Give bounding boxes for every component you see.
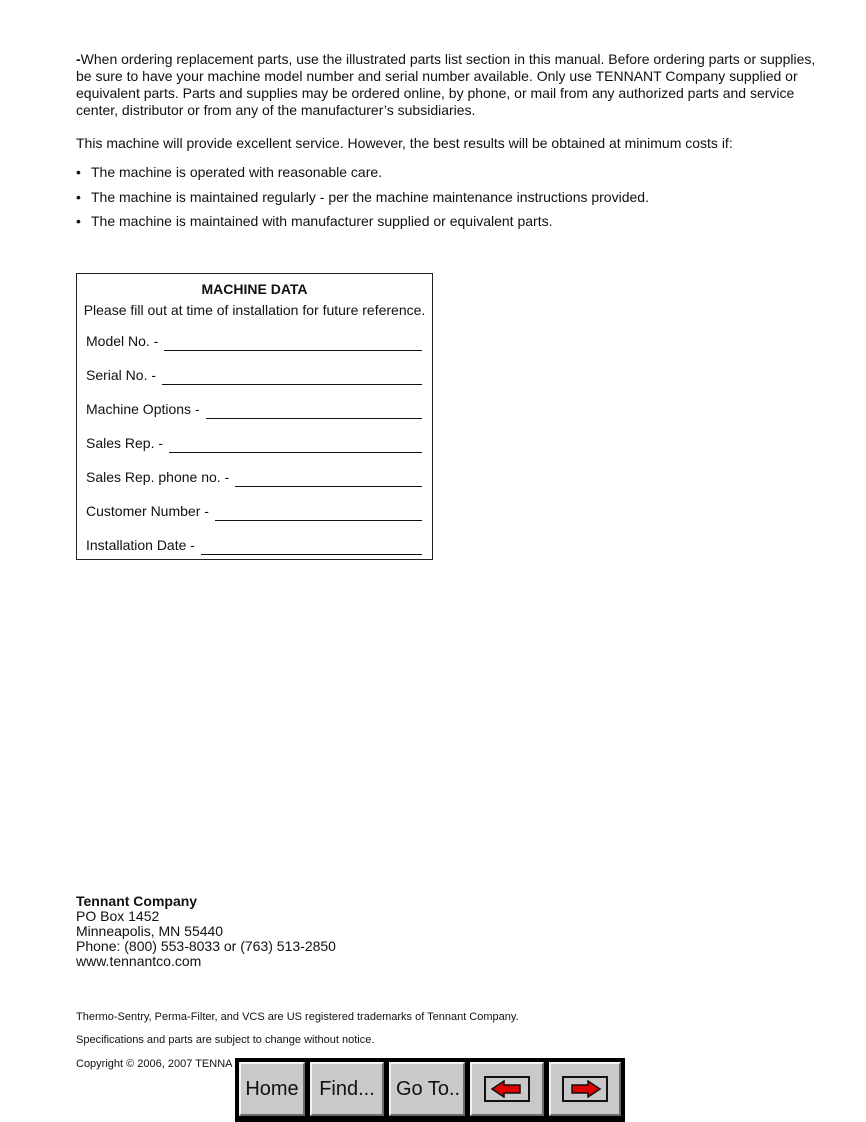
previous-page-button[interactable] <box>470 1062 544 1116</box>
next-page-button[interactable] <box>549 1062 621 1116</box>
copyright-notice: Copyright © 2006, 2007 TENNA <box>76 1058 233 1070</box>
company-name: Tennant Company <box>76 893 198 909</box>
machine-data-form <box>76 273 433 560</box>
goto-button[interactable]: Go To.. <box>389 1062 465 1116</box>
right-arrow-icon <box>568 1080 602 1098</box>
machine-data-subtitle: Please fill out at time of installation for future reference. <box>83 302 426 318</box>
installation-date-field[interactable] <box>86 535 422 555</box>
customer-number-field[interactable] <box>86 501 422 521</box>
fill-line[interactable] <box>169 438 422 453</box>
serial-no-field[interactable] <box>86 365 422 385</box>
list-item-text: The machine is maintained with manufacturer supplied or equivalent parts. <box>91 213 553 229</box>
fill-line[interactable] <box>164 336 422 351</box>
list-item: • The machine is maintained with manufacturer supplied or equivalent parts. <box>76 213 553 229</box>
field-label: Installation Date - <box>86 537 195 553</box>
trademark-notice: Thermo-Sentry, Perma-Filter, and VCS are US registered trademarks of Tennant Company. <box>76 1011 519 1023</box>
left-arrow-icon <box>490 1080 524 1098</box>
city-line: Minneapolis, MN 55440 <box>76 923 224 939</box>
field-label: Sales Rep. phone no. - <box>86 469 230 485</box>
field-label: Model No. - <box>86 333 159 349</box>
sales-rep-phone-field[interactable] <box>86 467 422 487</box>
fill-line[interactable] <box>201 540 422 555</box>
po-box: PO Box 1452 <box>76 908 160 924</box>
care-list <box>76 164 649 238</box>
list-item-text: The machine is operated with reasonable care. <box>91 164 383 180</box>
sales-rep-field[interactable] <box>86 433 422 453</box>
intro-text: When ordering replacement parts, use the illustrated parts list section in this manual. Before ordering parts or supplies, be sure to have your machine model number and serial number available. Only use TENNANT Company supplied or equivalent parts. Parts and supplies may be ordered online, by phone, or mail from any authorized parts and service center, distributor or from any of the manufacturer’s subsidiaries. <box>76 51 816 118</box>
model-no-field[interactable] <box>86 331 422 351</box>
field-label: Serial No. - <box>86 367 157 383</box>
home-button[interactable]: Home <box>239 1062 305 1116</box>
field-label: Machine Options - <box>86 401 200 417</box>
machine-data-title: MACHINE DATA <box>201 281 308 297</box>
field-label: Sales Rep. - <box>86 435 164 451</box>
list-item: • The machine is maintained regularly - per the machine maintenance instructions provided. <box>76 188 649 205</box>
navigation-toolbar <box>235 1058 625 1122</box>
phone-line: Phone: (800) 553-8033 or (763) 513-2850 <box>76 938 336 954</box>
machine-options-field[interactable] <box>86 399 422 419</box>
list-item: • The machine is operated with reasonable care. <box>76 164 383 180</box>
list-item-text: The machine is maintained regularly - per the machine maintenance instructions provided. <box>91 188 649 205</box>
company-address <box>76 894 336 969</box>
service-paragraph: This machine will provide excellent service. However, the best results will be obtained at minimum costs if: <box>76 135 733 151</box>
field-label: Customer Number - <box>86 503 209 519</box>
fill-line[interactable] <box>162 370 422 385</box>
find-button[interactable]: Find... <box>310 1062 384 1116</box>
specs-notice: Specifications and parts are subject to change without notice. <box>76 1034 375 1046</box>
fill-line[interactable] <box>206 404 422 419</box>
intro-paragraph <box>76 51 822 119</box>
fill-line[interactable] <box>215 506 422 521</box>
intro-dash: - <box>76 51 81 67</box>
fill-line[interactable] <box>235 472 422 487</box>
website-line: www.tennantco.com <box>76 953 202 969</box>
